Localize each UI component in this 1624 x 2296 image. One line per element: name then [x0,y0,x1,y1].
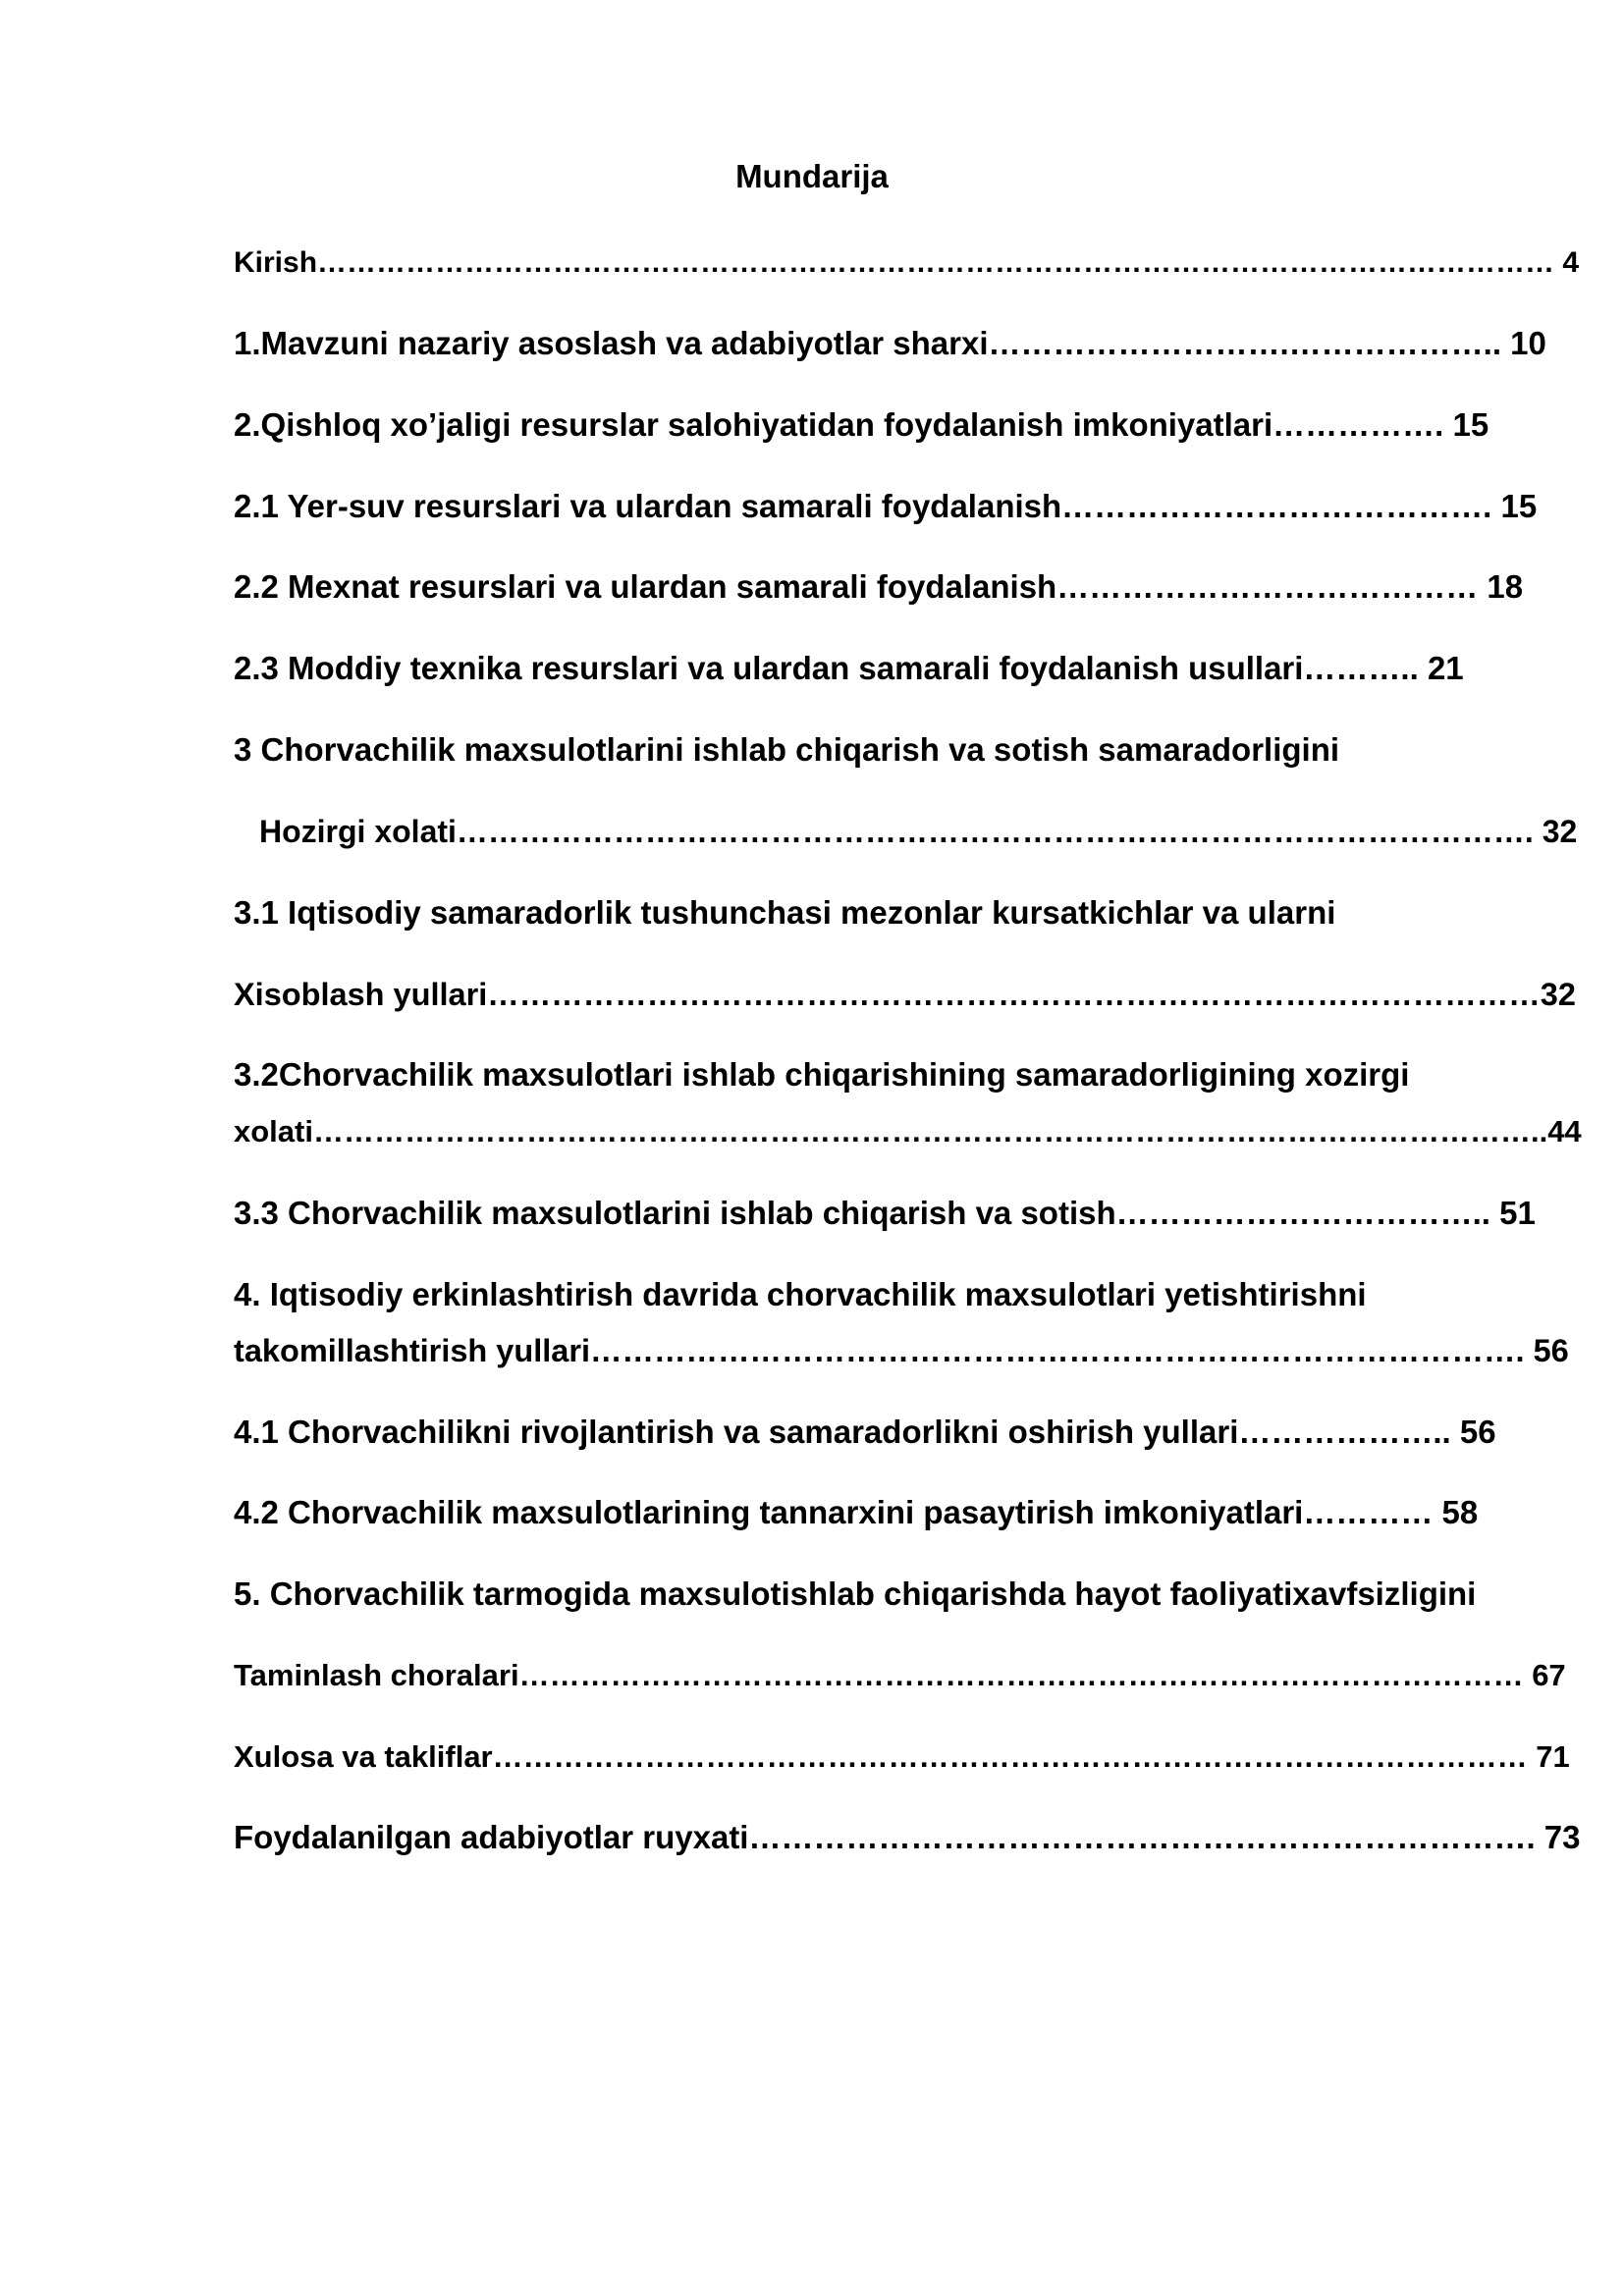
toc-line-5-continuation: Taminlash choralari……………………………………………………………………………………… 67 [234,1658,1566,1692]
toc-line-2-3: 2.3 Moddiy texnika resurslari va ulardan samarali foydalanish usullari……….. 21 [234,650,1464,686]
toc-line-3-2-heading: 3.2Chorvachilik maxsulotlari ishlab chiqarishining samaradorligining xozirgi [234,1056,1410,1093]
toc-line-4-1: 4.1 Chorvachilikni rivojlantirish va samaradorlikni oshirish yullari……………….. 56 [234,1414,1496,1450]
toc-line-2: 2.Qishloq xo’jaligi resurslar salohiyatidan foydalanish imkoniyatlari……………. 15 [234,406,1489,443]
toc-line-3-continuation: Hozirgi xolati…………………………………………………………………………………………. 32 [259,814,1578,849]
toc-line-3-1-heading: 3.1 Iqtisodiy samaradorlik tushunchasi mezonlar kursatkichlar va ularni [234,894,1336,931]
toc-line-kirish: Kirish……………………………………………………………………………………………………………… 4 [234,246,1580,279]
toc-line-3-1-continuation: Xisoblash yullari………………………………………………………………………………………32 [234,977,1576,1012]
toc-line-adabiyotlar: Foydalanilgan adabiyotlar ruyxati………………………………………………………………. 73 [234,1819,1581,1855]
toc-line-4-2: 4.2 Chorvachilik maxsulotlarining tannarxini pasaytirish imkoniyatlari………… 58 [234,1494,1479,1530]
page-title: Mundarija [735,158,889,194]
toc-line-5-heading: 5. Chorvachilik tarmogida maxsulotishlab chiqarishda hayot faoliyatixavfsizligini [234,1575,1477,1612]
toc-line-xulosa: Xulosa va takliflar………………………………………………………………………………………… 71 [234,1739,1570,1774]
toc-line-2-2: 2.2 Mexnat resurslari va ulardan samarali foydalanish………………………………… 18 [234,568,1524,605]
toc-line-3-heading: 3 Chorvachilik maxsulotlarini ishlab chiqarish va sotish samaradorligini [234,731,1340,768]
toc-line-3-2-continuation: xolati…………………………………………………………………………………………………………..44 [234,1114,1582,1148]
toc-line-4-heading: 4. Iqtisodiy erkinlashtirish davrida chorvachilik maxsulotlari yetishtirishni [234,1276,1367,1312]
toc-line-1: 1.Mavzuni nazariy asoslash va adabiyotlar sharxi……………………….……………….. 10 [234,325,1546,361]
toc-line-4-continuation: takomillashtirish yullari……………………………………………………………………………. 56 [234,1333,1569,1368]
toc-line-2-1: 2.1 Yer-suv resurslari va ulardan samarali foydalanish…………………………………. 15 [234,488,1538,524]
toc-line-3-3: 3.3 Chorvachilik maxsulotlarini ishlab chiqarish va sotish…………………………….. 51 [234,1195,1536,1231]
